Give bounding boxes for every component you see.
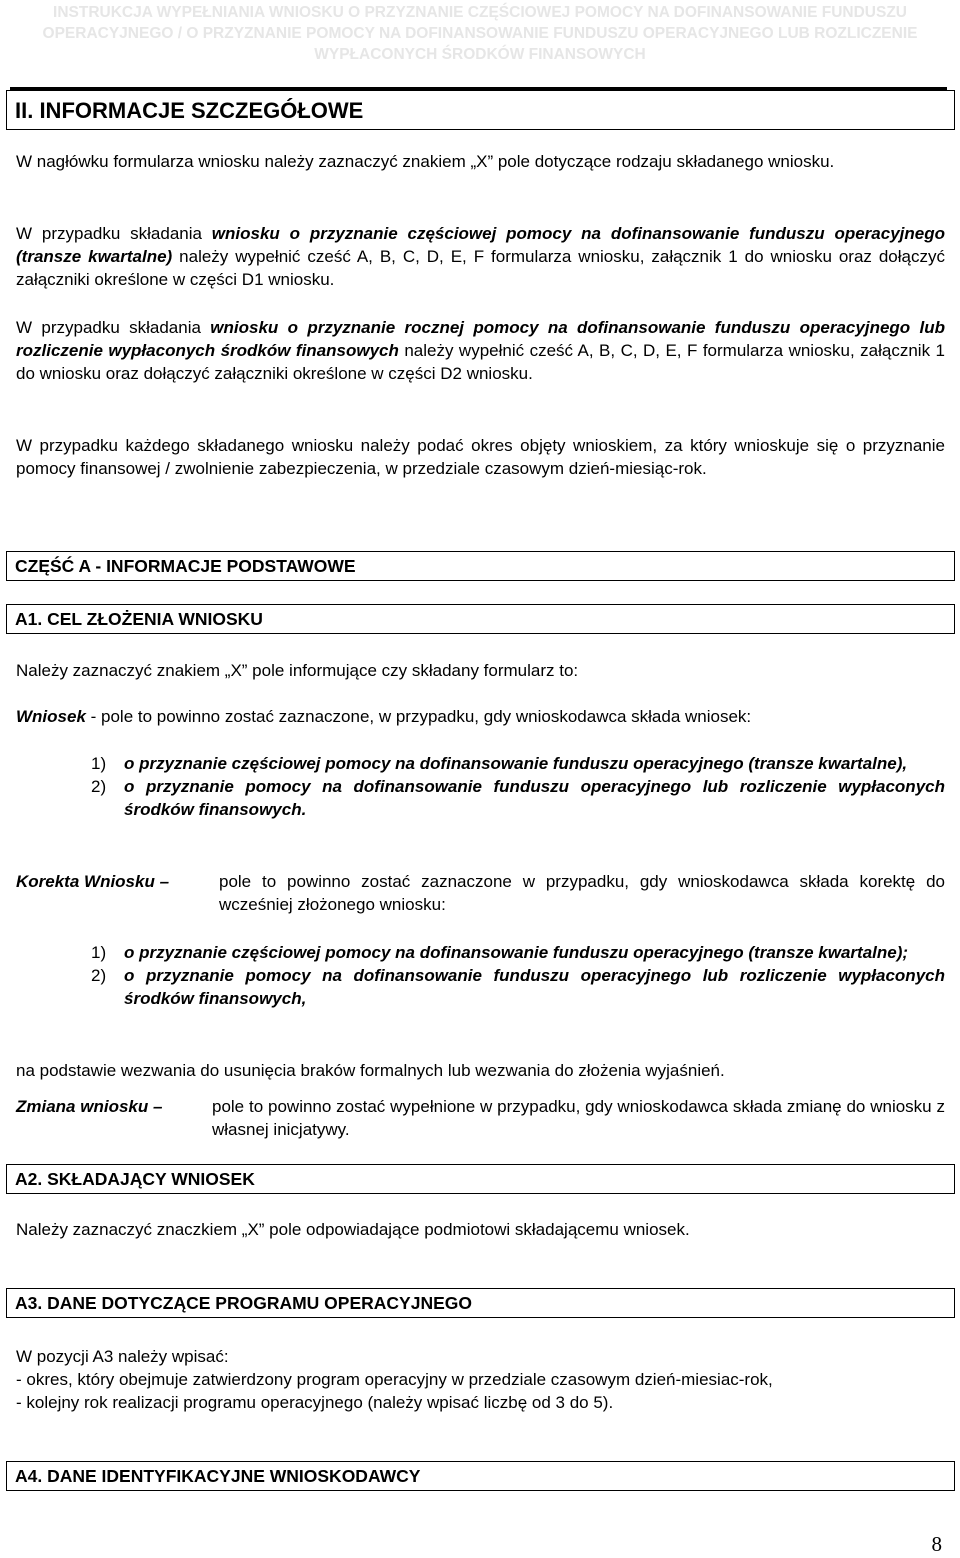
section-title-a3: A3. DANE DOTYCZĄCE PROGRAMU OPERACYJNEGO [6,1288,955,1318]
page-number: 8 [931,1532,942,1556]
p2-post: należy wypełnić cześć A, B, C, D, E, F formularza wniosku, załącznik 1 do wniosku oraz dołączyć załączniki określone w części D1 wniosku. [16,247,945,289]
p2-emph2: (transze kwartalne) [16,247,173,266]
a2-text-block [16,1218,945,1241]
korekta-row [16,870,945,916]
basis-text: na podstawie wezwania do usunięcia braków formalnych lub wezwania do złożenia wyjaśnień. [16,1061,725,1080]
a3-intro: W pozycji A3 należy wpisać: [16,1347,229,1366]
section-title-part-a: CZĘŚĆ A - INFORMACJE PODSTAWOWE [6,551,955,581]
running-header-line-2: OPERACYJNEGO / O PRZYZNANIE POMOCY NA DOFINANSOWANIE FUNDUSZU OPERACYJNEGO LUB ROZLICZENIE [42,25,918,42]
a1-list-2 [16,941,945,1010]
a1-wniosek [16,705,945,728]
a1-wniosek-text [16,705,945,728]
a2-text: Należy zaznaczyć znaczkiem „X” pole odpowiadające podmiotowi składającemu wniosek. [16,1220,690,1239]
zmiana-row [16,1095,945,1141]
wniosek-desc: - pole to powinno zostać zaznaczone, w przypadku, gdy wnioskodawca składa wniosek: [85,707,752,726]
p2-pre: W przypadku składania [16,224,212,243]
paragraph-period: W przypadku każdego składanego wniosku należy podać okres objęty wnioskiem, za który wnioskuje się o przyznanie pomocy finansowej / zwolnienie zabezpieczenia, w przedziale czasowym dzień-miesiąc-rok. [16,436,945,478]
list-item [16,964,945,1010]
list-number: 2) [91,777,107,796]
list-number: 1) [91,943,107,962]
paragraph-header-mark: W nagłówku formularza wniosku należy zaznaczyć znakiem „X” pole dotyczące rodzaju składanego wniosku. [16,152,835,171]
korekta-desc: pole to powinno zostać zaznaczone w przypadku, gdy wnioskodawca składa korektę do wcześniej złożonego wniosku: [219,872,945,914]
p3-pre: W przypadku składania [16,318,211,337]
running-header-line-1: INSTRUKCJA WYPEŁNIANIA WNIOSKU O PRZYZNANIE CZĘŚCIOWEJ POMOCY NA DOFINANSOWANIE FUNDUSZU [53,4,907,21]
korekta-term: Korekta Wniosku – [16,872,170,891]
section-ii-paragraph-2 [16,222,945,291]
section-ii-paragraph-3 [16,316,945,385]
section-title-ii: II. INFORMACJE SZCZEGÓŁOWE [6,90,955,130]
a1-intro-text: Należy zaznaczyć znakiem „X” pole informujące czy składany formularz to: [16,661,579,680]
list-text: o przyznanie częściowej pomocy na dofinansowanie funduszu operacyjnego (transze kwartalne), [124,754,908,773]
list-text: o przyznanie częściowej pomocy na dofinansowanie funduszu operacyjnego (transze kwartalne); [124,943,909,962]
a3-item-1: - okres, który obejmuje zatwierdzony program operacyjny w przedziale czasowym dzień-miesiac-rok, [16,1370,773,1389]
list-text: o przyznanie pomocy na dofinansowanie funduszu operacyjnego lub rozliczenie wypłaconych środków finansowych, [124,966,945,1008]
list-item [16,752,945,775]
a3-item-2: - kolejny rok realizacji programu operacyjnego (należy wpisać liczbę od 3 do 5). [16,1393,614,1412]
section-title-a4: A4. DANE IDENTYFIKACYJNE WNIOSKODAWCY [6,1461,955,1491]
a1-basis [16,1059,945,1082]
paragraph-annual-aid [16,316,945,385]
a1-intro [16,659,945,682]
list-number: 2) [91,966,107,985]
a1-zmiana [16,1095,945,1141]
list-item [16,775,945,821]
list-item [16,941,945,964]
list-text: o przyznanie pomocy na dofinansowanie funduszu operacyjnego lub rozliczenie wypłaconych środków finansowych. [124,777,945,819]
a1-list-1 [16,752,945,821]
section-ii-paragraph-4 [16,434,945,480]
running-header [0,0,960,65]
section-title-a1: A1. CEL ZŁOŻENIA WNIOSKU [6,604,955,634]
a3-content [16,1345,945,1414]
section-ii-paragraph-1 [16,150,945,173]
running-header-line-3: WYPŁACONYCH ŚRODKÓW FINANSOWYCH [314,46,646,63]
zmiana-term: Zmiana wniosku – [16,1097,163,1116]
wniosek-term: Wniosek [16,707,86,726]
p2-emph: wniosku o przyznanie częściowej pomocy na dofinansowanie funduszu operacyjnego [211,224,945,243]
a1-korekta [16,870,945,916]
list-number: 1) [91,754,107,773]
p3-post: należy wypełnić cześć A, B, C, D, E, F formularza wniosku, załącznik 1 do wniosku oraz dołączyć załączniki określone w części D2 wniosku. [16,341,945,383]
section-title-a2: A2. SKŁADAJĄCY WNIOSEK [6,1164,955,1194]
paragraph-partial-aid [16,222,945,291]
zmiana-desc: pole to powinno zostać wypełnione w przypadku, gdy wnioskodawca składa zmianę do wniosku z własnej inicjatywy. [212,1097,945,1139]
p3-emph: wniosku o przyznanie rocznej pomocy na dofinansowanie funduszu operacyjnego lub rozliczenie wypłaconych środków finansowych [16,318,945,360]
